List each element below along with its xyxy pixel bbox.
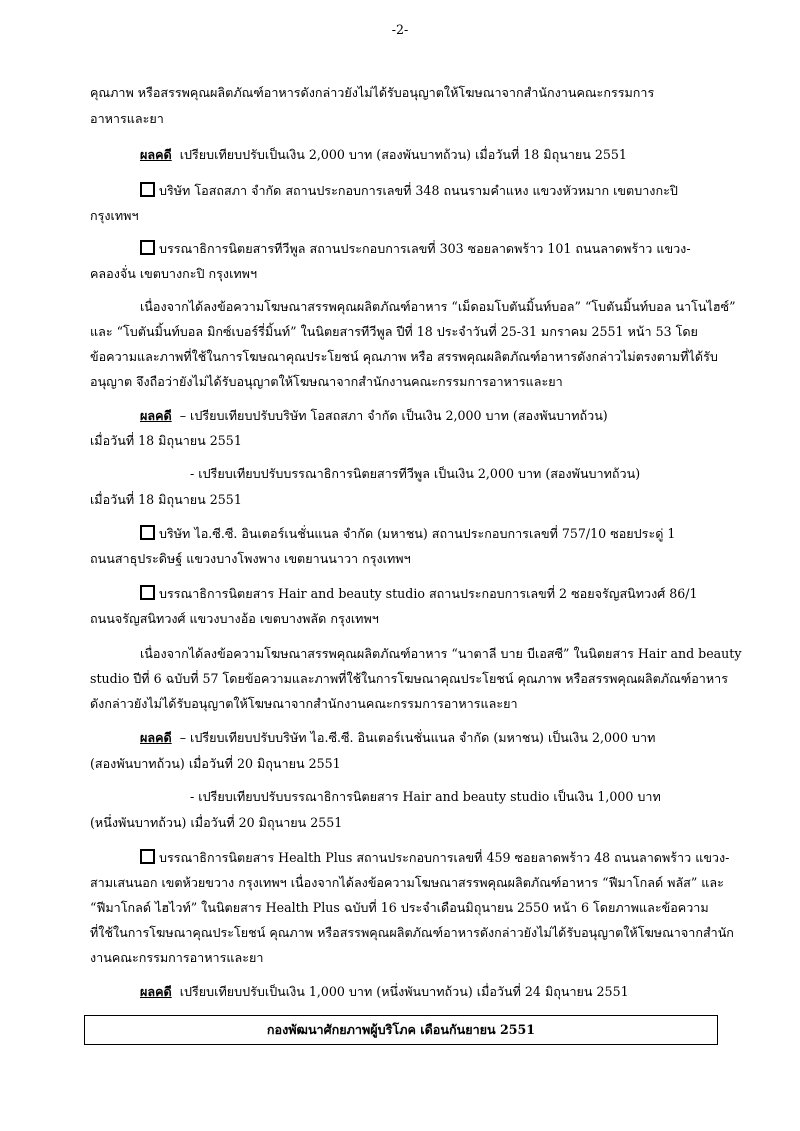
entity-text: บรรณาธิการนิตยสารทีวีพูล สถานประกอบการเลขที่ 303 ซอยลาดพร้าว 101 ถนนลาดพร้าว แขวง- (159, 241, 691, 256)
result-line (140, 407, 765, 425)
result-label: ผลคดี (140, 730, 172, 745)
entity-text: บริษัท ไอ.ซี.ซี. อินเตอร์เนชั่นแนล จำกัด (มหาชน) สถานประกอบการเลขที่ 757/10 ซอยประดู่ 1 (159, 526, 676, 541)
paragraph-line: - เปรียบเทียบปรับบรรณาธิการนิตยสาร Hair and beauty studio เป็นเงิน 1,000 บาท (190, 789, 661, 804)
result-text: เปรียบเทียบปรับเป็นเงิน 2,000 บาท (สองพันบาทถ้วน) เมื่อวันที่ 18 มิถุนายน 2551 (179, 147, 627, 162)
paragraph-line: เมื่อวันที่ 18 มิถุนายน 2551 (90, 492, 242, 507)
paragraph-line: ดังกล่าวยังไม่ได้รับอนุญาตให้โฆษณาจากสำนักงานคณะกรรมการอาหารและยา (90, 696, 518, 711)
paragraph-line: ข้อความและภาพที่ใช้ในการโฆษณาคุณประโยชน์ คุณภาพ หรือ สรรพคุณผลิตภัณฑ์อาหารดังกล่าวไม่ตรงตามที่ได้รับ (90, 349, 718, 364)
entity-line (140, 585, 765, 603)
entity-line (140, 182, 765, 200)
entity-line (140, 525, 765, 543)
entity-text: บรรณาธิการนิตยสาร Hair and beauty studio สถานประกอบการเลขที่ 2 ซอยจรัญสนิทวงศ์ 86/1 (159, 586, 698, 601)
result-line (140, 146, 765, 164)
paragraph-line: งานคณะกรรมการอาหารและยา (90, 950, 264, 965)
paragraph-line: ที่ใช้ในการโฆษณาคุณประโยชน์ คุณภาพ หรือสรรพคุณผลิตภัณฑ์อาหารดังกล่าวยังไม่ได้รับอนุญาตให้โฆษณาจากสำนัก (90, 925, 734, 940)
entity-line (140, 240, 765, 258)
paragraph-line: (สองพันบาทถ้วน) เมื่อวันที่ 20 มิถุนายน 2551 (90, 756, 341, 771)
paragraph-line: - เปรียบเทียบปรับบรรณาธิการนิตยสารทีวีพูล เป็นเงิน 2,000 บาท (สองพันบาทถ้วน) (190, 466, 641, 481)
paragraph-line: เนื่องจากได้ลงข้อความโฆษณาสรรพคุณผลิตภัณฑ์อาหาร “เม็ดอมโบตันมิ้นท์บอล” “โบตันมิ้นท์บอล นาโนไฮซ์” (140, 299, 736, 314)
entity-line (140, 849, 765, 867)
checkbox-icon (140, 240, 155, 255)
result-label: ผลคดี (140, 984, 172, 999)
entity-text: บริษัท โอสถสภา จำกัด สถานประกอบการเลขที่ 348 ถนนรามคำแหง แขวงหัวหมาก เขตบางกะปิ (159, 183, 678, 198)
paragraph-line: คุณภาพ หรือสรรพคุณผลิตภัณฑ์อาหารดังกล่าวยังไม่ได้รับอนุญาตให้โฆษณาจากสำนักงานคณะกรรมการ (90, 85, 655, 100)
paragraph-line: และ “โบตันมิ้นท์บอล มิกซ์เบอร์รี่มิ้นท์” ในนิตยสารทีวีพูล ปีที่ 18 ประจำวันที่ 25-31 มกราคม 2551 หน้า 53 โดย (90, 324, 698, 339)
checkbox-icon (140, 585, 155, 600)
result-line (140, 983, 765, 1001)
paragraph-line: สามเสนนอก เขตห้วยขวาง กรุงเทพฯ เนื่องจากได้ลงข้อความโฆษณาสรรพคุณผลิตภัณฑ์อาหาร “ฟีมาโกลด์ พลัส” และ (90, 875, 724, 890)
paragraph-line: อาหารและยา (90, 111, 164, 126)
paragraph-line: (หนึ่งพันบาทถ้วน) เมื่อวันที่ 20 มิถุนายน 2551 (90, 815, 343, 830)
result-text: – เปรียบเทียบปรับบริษัท โอสถสภา จำกัด เป็นเงิน 2,000 บาท (สองพันบาทถ้วน) (179, 408, 608, 423)
paragraph-line: เมื่อวันที่ 18 มิถุนายน 2551 (90, 433, 242, 448)
page-number: -2- (391, 22, 409, 37)
paragraph-line: ถนนจรัญสนิทวงศ์ แขวงบางอ้อ เขตบางพลัด กรุงเทพฯ (90, 611, 379, 626)
paragraph-line: คลองจั่น เขตบางกะปิ กรุงเทพฯ (90, 266, 258, 281)
footer-box: กองพัฒนาศักยภาพผู้บริโภค เดือนกันยายน 2551 (84, 1015, 718, 1045)
checkbox-icon (140, 182, 155, 197)
result-line (140, 729, 765, 747)
paragraph-line: “ฟีมาโกลด์ ไฮไวท์” ในนิตยสาร Health Plus ฉบับที่ 16 ประจำเดือนมิถุนายน 2550 หน้า 6 โดยภาพและข้อความ (90, 900, 709, 915)
result-label: ผลคดี (140, 408, 172, 423)
checkbox-icon (140, 525, 155, 540)
result-label: ผลคดี (140, 147, 172, 162)
result-text: เปรียบเทียบปรับเป็นเงิน 1,000 บาท (หนึ่งพันบาทถ้วน) เมื่อวันที่ 24 มิถุนายน 2551 (179, 984, 629, 999)
paragraph-line: อนุญาต จึงถือว่ายังไม่ได้รับอนุญาตให้โฆษณาจากสำนักงานคณะกรรมการอาหารและยา (90, 374, 563, 389)
result-text: – เปรียบเทียบปรับบริษัท ไอ.ซี.ซี. อินเตอร์เนชั่นแนล จำกัด (มหาชน) เป็นเงิน 2,000 บาท (179, 730, 656, 745)
paragraph-line: เนื่องจากได้ลงข้อความโฆษณาสรรพคุณผลิตภัณฑ์อาหาร “นาตาลี บาย บีเอสซี” ในนิตยสาร Hair and beauty (140, 646, 742, 661)
paragraph-line: กรุงเทพฯ (90, 208, 139, 223)
entity-text: บรรณาธิการนิตยสาร Health Plus สถานประกอบการเลขที่ 459 ซอยลาดพร้าว 48 ถนนลาดพร้าว แขวง- (159, 850, 730, 865)
paragraph-line: studio ปีที่ 6 ฉบับที่ 57 โดยข้อความและภาพที่ใช้ในการโฆษณาคุณประโยชน์ คุณภาพ หรือสรรพคุณผลิตภัณฑ์อาหาร (90, 671, 729, 686)
paragraph-line: ถนนสาธุประดิษฐ์ แขวงบางโพงพาง เขตยานนาวา กรุงเทพฯ (90, 551, 411, 566)
checkbox-icon (140, 849, 155, 864)
